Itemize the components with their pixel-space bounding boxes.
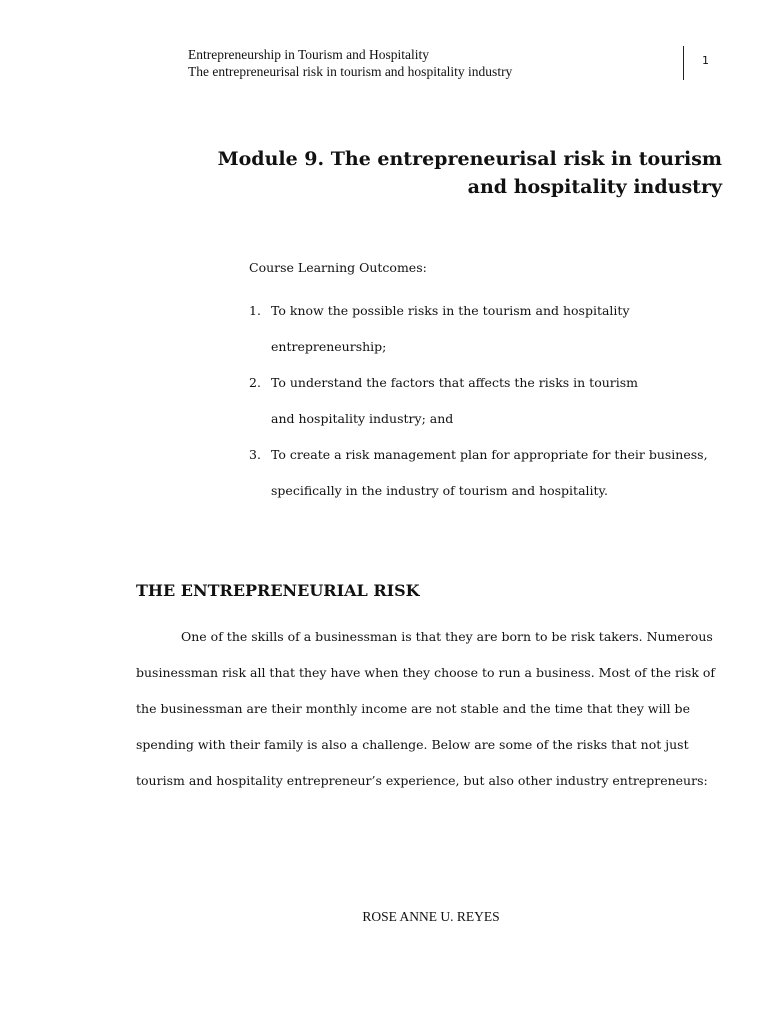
outcome-line: To know the possible risks in the tourism and hospitality — [271, 303, 630, 318]
paragraph-line: the businessman are their monthly income are not stable and the time that they will be — [136, 701, 690, 716]
outcome-line: To create a risk management plan for appropriate for their business, — [271, 447, 708, 462]
paragraph-line: tourism and hospitality entrepreneur’s experience, but also other industry entrepreneurs: — [136, 773, 708, 788]
outcome-number: 1. — [249, 303, 261, 318]
header-course-title: Entrepreneurship in Tourism and Hospitality — [188, 47, 430, 62]
module-title-line-2: and hospitality industry — [467, 176, 722, 198]
footer-author: ROSE ANNE U. REYES — [362, 909, 500, 924]
module-title — [202, 145, 722, 201]
header-divider — [683, 46, 684, 80]
outcome-text — [271, 302, 630, 356]
outcomes-heading: Course Learning Outcomes: — [249, 260, 427, 275]
outcome-number: 3. — [249, 447, 261, 462]
outcome-line: specifically in the industry of tourism and hospitality. — [271, 483, 608, 498]
paragraph-line: One of the skills of a businessman is that they are born to be risk takers. Numerous — [181, 629, 713, 644]
outcome-number: 2. — [249, 375, 261, 390]
section-heading: THE ENTREPRENEURIAL RISK — [136, 581, 420, 600]
outcome-text — [271, 374, 638, 428]
outcome-line: To understand the factors that affects the risks in tourism — [271, 375, 639, 390]
running-header — [188, 46, 668, 80]
outcome-item — [249, 302, 729, 356]
paragraph-line: businessman risk all that they have when they choose to run a business. Most of the risk of — [136, 665, 716, 680]
body-paragraph — [136, 627, 726, 807]
outcome-item — [249, 446, 729, 500]
outcome-line: and hospitality industry; and — [271, 411, 454, 426]
page-number: 1 — [702, 54, 709, 67]
outcome-item — [249, 374, 729, 428]
outcome-text — [271, 446, 708, 500]
paragraph-line: spending with their family is also a challenge. Below are some of the risks that not just — [136, 737, 689, 752]
module-title-line-1: Module 9. The entrepreneurisal risk in tourism — [217, 148, 722, 170]
header-module-title: The entrepreneurisal risk in tourism and hospitality industry — [188, 64, 513, 79]
outcomes-list — [249, 302, 729, 518]
outcome-line: entrepreneurship; — [271, 339, 387, 354]
